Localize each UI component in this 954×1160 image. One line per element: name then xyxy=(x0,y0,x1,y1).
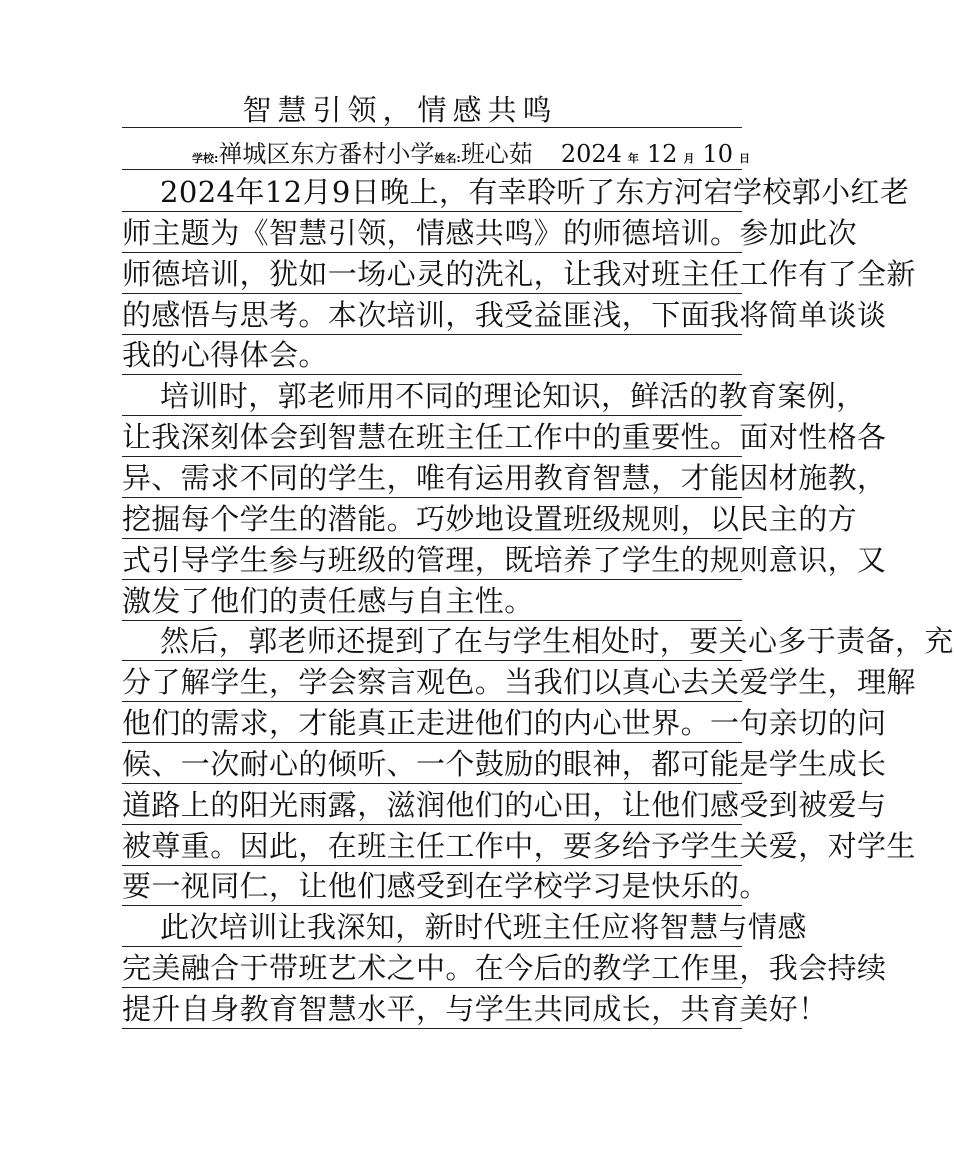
day-unit: 日 xyxy=(738,152,750,165)
essay-line: 培训时，郭老师用不同的理论知识，鲜活的教育案例， xyxy=(160,379,866,414)
ruled-line xyxy=(122,620,742,621)
date-month: 12 xyxy=(646,140,678,168)
ruled-line xyxy=(122,987,742,988)
year-unit: 年 xyxy=(627,152,639,165)
ruled-line xyxy=(122,905,742,906)
essay-line: 式引导学生参与班级的管理，既培养了学生的规则意识，又 xyxy=(122,542,887,577)
ruled-line xyxy=(122,579,742,580)
essay-line: 师德培训，犹如一场心灵的洗礼，让我对班主任工作有了全新 xyxy=(122,256,916,291)
ruled-line xyxy=(122,865,742,866)
essay-title: 智慧引领，情感共鸣 xyxy=(242,93,558,127)
ruled-line xyxy=(122,1028,742,1029)
school-value: 禅城区东方番村小学 xyxy=(218,140,435,168)
essay-line: 师主题为《智慧引领，情感共鸣》的师德培训。参加此次 xyxy=(122,215,858,250)
ruled-line xyxy=(122,538,742,539)
ruled-line xyxy=(122,497,742,498)
ruled-line xyxy=(122,660,742,661)
ruled-line xyxy=(122,824,742,825)
essay-line: 让我深刻体会到智慧在班主任工作中的重要性。面对性格各 xyxy=(122,420,887,455)
school-label: 学校: xyxy=(192,152,219,165)
essay-line: 的感悟与思考。本次培训，我受益匪浅，下面我将简单谈谈 xyxy=(122,297,887,332)
ruled-line xyxy=(122,374,742,375)
ruled-line xyxy=(122,169,742,170)
ruled-line xyxy=(122,334,742,335)
name-label: 姓名: xyxy=(434,152,461,165)
ruled-line xyxy=(122,946,742,947)
ruled-line xyxy=(122,252,742,253)
ruled-line xyxy=(122,415,742,416)
essay-line: 异、需求不同的学生，唯有运用教育智慧，才能因材施教， xyxy=(122,460,887,495)
essay-line: 候、一次耐心的倾听、一个鼓励的眼神，都可能是学生成长 xyxy=(122,746,887,781)
essay-line: 提升自身教育智慧水平，与学生共同成长，共育美好！ xyxy=(122,992,828,1026)
ruled-line xyxy=(122,127,742,128)
essay-line: 他们的需求，才能真正走进他们的内心世界。一句亲切的问 xyxy=(122,706,887,741)
ruled-line xyxy=(122,742,742,743)
essay-line: 我的心得体会。 xyxy=(122,338,328,373)
essay-line: 激发了他们的责任感与自主性。 xyxy=(122,583,534,618)
essay-line: 被尊重。因此，在班主任工作中，要多给予学生关爱，对学生 xyxy=(122,828,916,863)
essay-line: 道路上的阳光雨露，滋润他们的心田，让他们感受到被爱与 xyxy=(122,787,887,822)
ruled-line xyxy=(122,456,742,457)
name-value: 班心茹 xyxy=(460,140,533,168)
essay-line: 然后，郭老师还提到了在与学生相处时，要关心多于责备，充 xyxy=(160,624,954,659)
essay-line: 完美融合于带班艺术之中。在今后的教学工作里，我会持续 xyxy=(122,951,887,986)
essay-line: 2024年12月9日晚上，有幸聆听了东方河宕学校郭小红老 xyxy=(160,175,910,209)
date-day: 10 xyxy=(702,140,733,168)
ruled-line xyxy=(122,293,742,294)
ruled-line xyxy=(122,783,742,784)
date-year: 2024 xyxy=(560,140,622,168)
header-info-row xyxy=(192,134,752,166)
ruled-line xyxy=(122,211,742,212)
essay-line: 此次培训让我深知，新时代班主任应将智慧与情感 xyxy=(160,910,807,945)
essay-line: 要一视同仁，让他们感受到在学校学习是快乐的。 xyxy=(122,869,769,904)
essay-line: 分了解学生，学会察言观色。当我们以真心去关爱学生，理解 xyxy=(122,665,916,700)
essay-line: 挖掘每个学生的潜能。巧妙地设置班级规则，以民主的方 xyxy=(122,501,858,536)
month-unit: 月 xyxy=(683,152,695,165)
ruled-line xyxy=(122,701,742,702)
